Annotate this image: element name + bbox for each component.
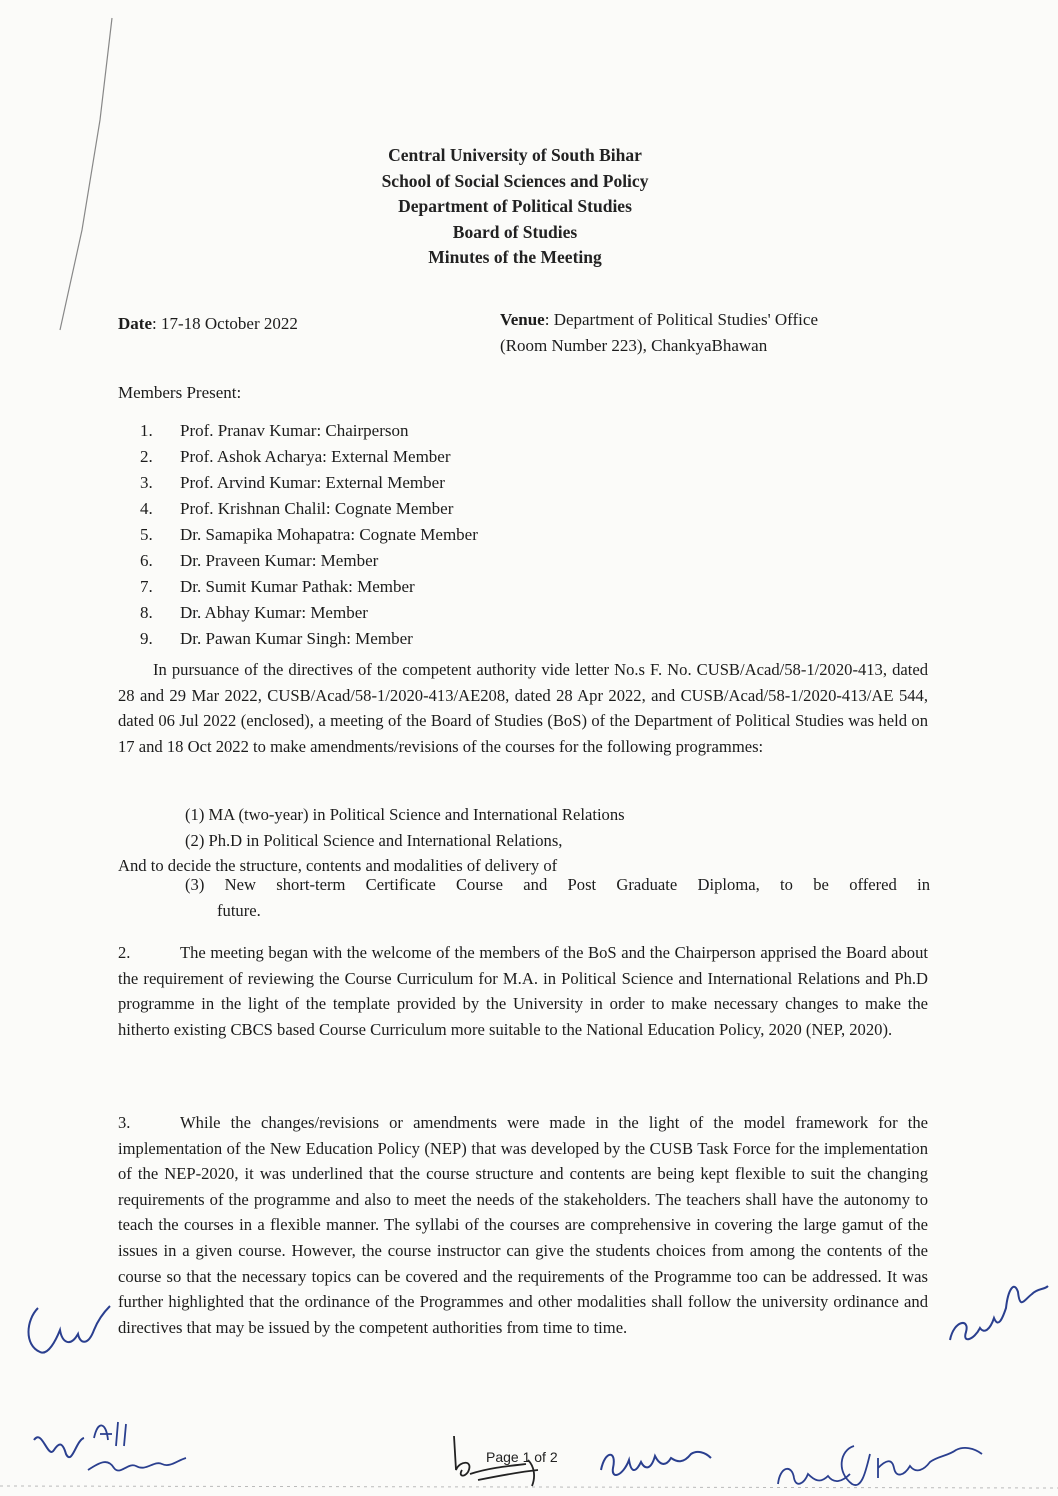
meeting-date <box>118 314 298 334</box>
page-number: Page 1 of 2 <box>486 1449 558 1465</box>
member-item <box>140 626 478 652</box>
signature-bottom-right <box>770 1440 985 1495</box>
signature-right-margin <box>940 1270 1052 1360</box>
signature-bottom-middle-right <box>595 1440 715 1490</box>
paragraph-1: In pursuance of the directives of the competent authority vide letter No.s F. No. CUSB/Acad/58-1/2020-413, dated 28 and 29 Mar 2022, CUSB/Acad/58-1/2020-413/AE208, dated 28 Apr 2022, and CUSB/Acad/58-1/2020-413/AE 544, dated 06 Jul 2022 (enclosed), a meeting of the Board of Studies (BoS) of the Department of Political Studies was held on 17 and 18 Oct 2022 to make amendments/revisions of the courses for the following programmes: <box>118 660 928 756</box>
paragraph-3-number: 3. <box>118 1113 131 1132</box>
university-name: Central University of South Bihar <box>388 145 642 165</box>
member-text: Dr. Sumit Kumar Pathak: Member <box>180 577 415 596</box>
paragraph-3 <box>118 1110 928 1340</box>
member-item <box>140 470 478 496</box>
signature-bottom-left <box>28 1410 188 1485</box>
member-text: Prof. Arvind Kumar: External Member <box>180 473 445 492</box>
member-number: 1. <box>140 421 153 440</box>
signature-left-margin <box>18 1290 113 1370</box>
venue-line-1: : Department of Political Studies' Office <box>544 310 818 329</box>
member-item <box>140 548 478 574</box>
members-heading: Members Present: <box>118 383 242 402</box>
member-item <box>140 600 478 626</box>
member-item <box>140 496 478 522</box>
member-text: Prof. Ashok Acharya: External Member <box>180 447 451 466</box>
venue-line-2: (Room Number 223), ChankyaBhawan <box>500 336 768 355</box>
member-text: Dr. Abhay Kumar: Member <box>180 603 368 622</box>
programme-3-line-1: (3) New short-term Certificate Course and Post Graduate Diploma, to be offered in <box>185 875 930 894</box>
board-name: Board of Studies <box>452 221 578 242</box>
venue-label: Venue <box>500 310 545 329</box>
member-number: 2. <box>140 447 153 466</box>
member-item <box>140 574 478 600</box>
member-text: Dr. Praveen Kumar: Member <box>180 551 379 570</box>
member-number: 6. <box>140 551 153 570</box>
members-list <box>140 418 478 652</box>
programme-1: (1) MA (two-year) in Political Science and International Relations <box>185 805 625 824</box>
meeting-venue <box>500 307 920 359</box>
member-item <box>140 444 478 470</box>
member-text: Prof. Pranav Kumar: Chairperson <box>180 421 409 440</box>
member-number: 7. <box>140 577 153 596</box>
member-number: 9. <box>140 629 153 648</box>
member-text: Prof. Krishnan Chalil: Cognate Member <box>180 499 454 518</box>
paragraph-2 <box>118 940 928 1042</box>
member-text: Dr. Pawan Kumar Singh: Member <box>180 629 413 648</box>
member-item <box>140 522 478 548</box>
programme-2: (2) Ph.D in Political Science and International Relations, <box>185 831 563 850</box>
document-header <box>280 143 750 271</box>
programmes-connector: And to decide the structure, contents and modalities of delivery of <box>118 856 558 875</box>
date-label: Date <box>118 314 152 333</box>
member-number: 5. <box>140 525 153 544</box>
member-number: 4. <box>140 499 153 518</box>
paragraph-2-number: 2. <box>118 943 131 962</box>
member-item <box>140 418 478 444</box>
programme-3 <box>185 872 930 923</box>
document-title: Minutes of the Meeting <box>428 247 602 267</box>
member-number: 8. <box>140 603 153 622</box>
school-name: School of Social Sciences and Policy <box>381 170 649 191</box>
paragraph-3-text: While the changes/revisions or amendments were made in the light of the model framework for the implementation of the New Education Policy (NEP) that was developed by the CUSB Task Force for the implementation of the NEP-2020, it was underlined that the course structure and contents are being kept flexible to suit the changing requirements of the programme and also to meet the needs of the stakeholders. The teachers shall have the autonomy to teach the courses in a flexible manner. The syllabi of the courses are comprehensive in covering the large gamut of the issues in a given course. However, the course instructor can give the students choices from among the contents of the course so that the necessary topics can be covered and the requirements of the Programme too can be addressed. It was further highlighted that the ordinance of the Programmes and other modalities shall follow the university ordinance and directives that may be issued by the competent authorities from time to time. <box>118 1113 928 1337</box>
date-value: : 17-18 October 2022 <box>151 314 298 333</box>
member-number: 3. <box>140 473 153 492</box>
paragraph-2-text: The meeting began with the welcome of the members of the BoS and the Chairperson apprised the Board about the requirement of reviewing the Course Curriculum for M.A. in Political Science and International Relations and Ph.D programme in the light of the template provided by the University in order to make necessary changes to make the hitherto existing CBCS based Course Curriculum more suitable to the National Education Policy, 2020 (NEP, 2020). <box>118 943 928 1039</box>
programme-3-line-2: future. <box>217 900 261 920</box>
department-name: Department of Political Studies <box>398 196 632 216</box>
member-text: Dr. Samapika Mohapatra: Cognate Member <box>180 525 478 544</box>
